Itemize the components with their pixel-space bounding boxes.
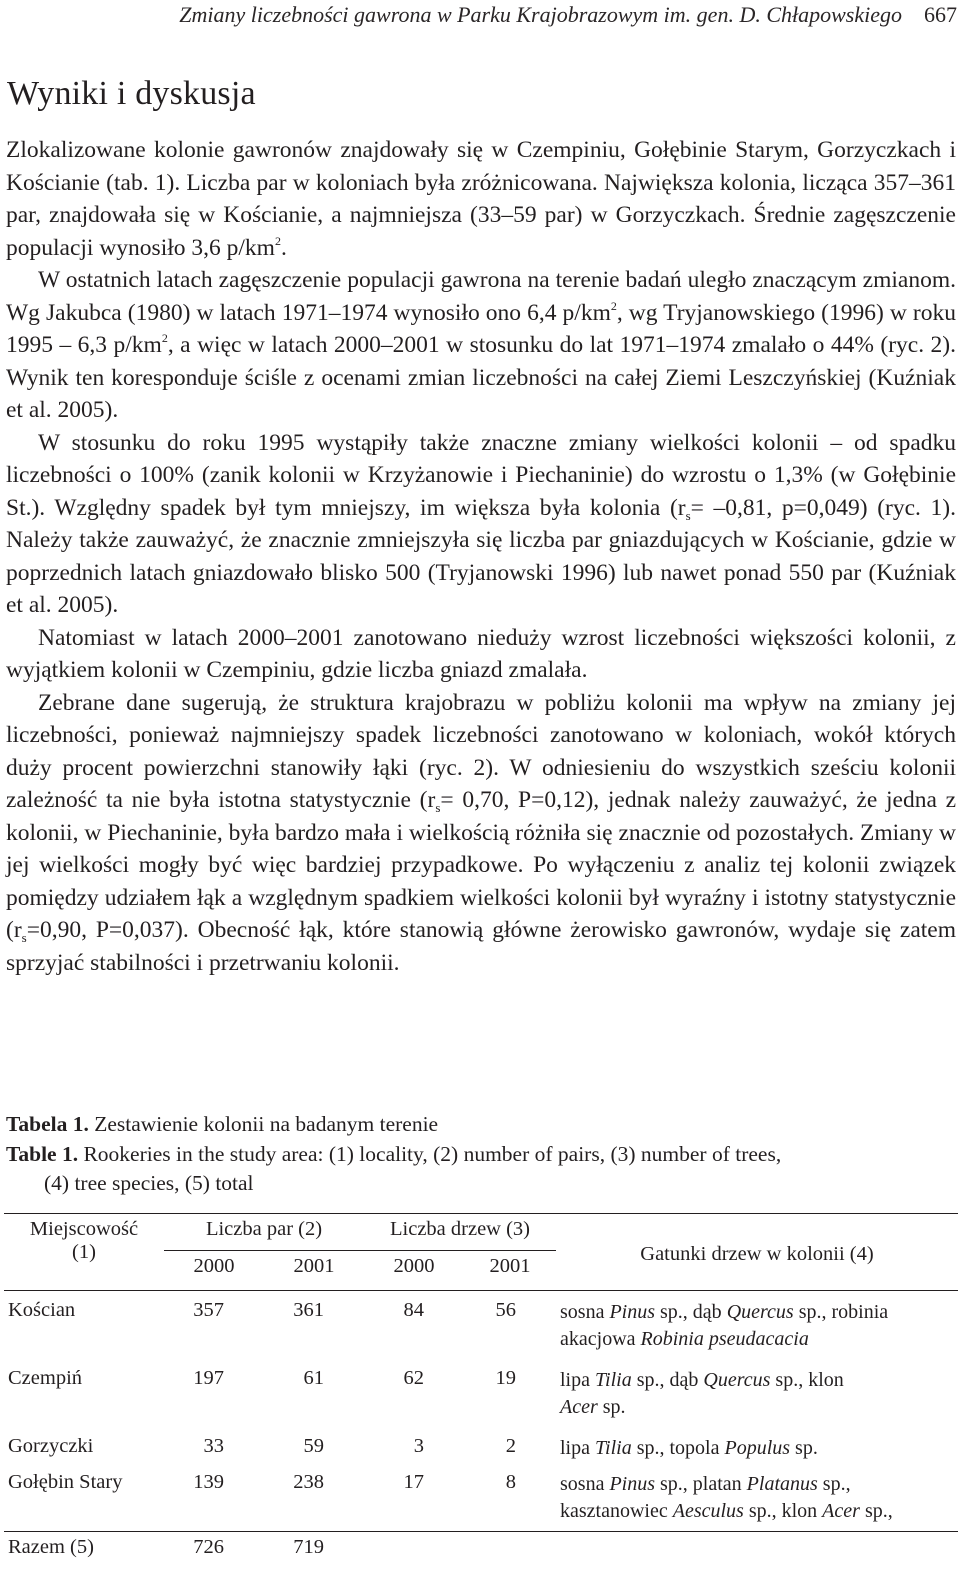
cell-empty: [464, 1532, 556, 1570]
caption-polish: [6, 1110, 956, 1140]
cell-empty: [556, 1532, 958, 1570]
species-text: sp., klon: [770, 1369, 843, 1391]
paragraph-5-text-a: Zebrane dane sugerują, że struktura krajobrazu w pobliżu kolonii ma wpływ na zmiany jej liczebności, ponieważ najmniejszy spadek liczebności zanotowano w koloniach, wokół których duży procent powierzchni stanowiły łąki (ryc. 2). W odniesieniu do wszystkich sześciu kolonii zależność ta nie była istotna statystycznie (r: [6, 690, 956, 814]
paragraph-2-text-b: , wg Tryjanowskiego (1996) w roku 1995 – 6,3 p/km: [6, 300, 956, 359]
cell-trees-2001: 19: [464, 1359, 556, 1427]
species-text: sp., dąb: [632, 1369, 704, 1391]
species-text: sp., robinia: [794, 1301, 888, 1323]
latin-name: Acer: [822, 1500, 860, 1522]
table-caption: [6, 1110, 956, 1199]
cell-pairs-2001: 59: [264, 1427, 364, 1463]
latin-name: Acer: [560, 1396, 598, 1418]
table-total-row: [4, 1532, 958, 1570]
latin-name: Tilia: [595, 1369, 632, 1391]
caption-text-pl: Zestawienie kolonii na badanym terenie: [89, 1112, 438, 1136]
cell-species: [556, 1427, 958, 1463]
species-text: kasztanowiec: [560, 1500, 673, 1522]
cell-total-pairs-2000: 726: [164, 1532, 264, 1570]
superscript: 2: [611, 299, 617, 313]
table-row: [4, 1291, 958, 1360]
latin-name: Quercus: [703, 1369, 770, 1391]
subscript: s: [22, 930, 27, 945]
cell-trees-2001: 56: [464, 1291, 556, 1360]
cell-trees-2000: 62: [364, 1359, 464, 1427]
paragraph-5-text-b: = 0,70, P=0,12), jednak należy zauważyć, że jedna z kolonii, w Piechaninie, była bardzo mała i wielkością różniła się znacznie od pozostałych. Zmiany w jej wielkości mogły być więc bardziej przypadkowe. Po wyłączeniu z analiz tej kolonii związek pomiędzy udziałem łąk a względnym spadkiem wielkości kolonii był wyraźny i istotny statystycznie (r: [6, 787, 956, 943]
latin-name: Platanus: [747, 1473, 818, 1495]
paragraph-1-end: .: [281, 235, 287, 261]
caption-english-cont: (4) tree species, (5) total: [6, 1169, 956, 1199]
cell-pairs-2001: 61: [264, 1359, 364, 1427]
caption-label-pl: Tabela 1.: [6, 1112, 89, 1136]
table-body: [4, 1291, 958, 1570]
cell-pairs-2001: 238: [264, 1463, 364, 1532]
cell-locality: Kościan: [4, 1291, 164, 1360]
species-text: lipa: [560, 1437, 595, 1459]
section-heading: Wyniki i dyskusja: [7, 75, 256, 113]
table-row: [4, 1359, 958, 1427]
species-text: akacjowa: [560, 1328, 641, 1350]
species-text: sp.: [598, 1396, 626, 1418]
subscript: s: [686, 508, 691, 523]
species-line: [560, 1435, 954, 1462]
species-line: [560, 1326, 954, 1353]
species-text: sosna: [560, 1301, 609, 1323]
paragraph-3-text-a: W stosunku do roku 1995 wystąpiły także znaczne zmiany wielkości kolonii – od spadku liczebności o 100% (zanik kolonii w Krzyżanowie i Piechaninie) do wzrostu o 1,3% (w Gołębinie St.). Względny spadek był tym mniejszy, im większa była kolonia (r: [6, 430, 956, 521]
header-locality: [4, 1214, 164, 1291]
table-row: [4, 1427, 958, 1463]
header-trees: Liczba drzew (3): [364, 1214, 556, 1251]
species-text: lipa: [560, 1369, 595, 1391]
species-line: [560, 1299, 954, 1326]
header-pairs: Liczba par (2): [164, 1214, 364, 1251]
paragraph-3-text-b: = –0,81, p=0,049) (ryc. 1). Należy także zauważyć, że znacznie zmniejszyła się liczba par gniazdujących w Kościanie, gdzie w poprzednich latach gniazdowało blisko 500 (Tryjanowski 1996) lub nawet ponad 550 par (Kuźniak et al. 2005).: [6, 495, 956, 619]
latin-name: Populus: [724, 1437, 790, 1459]
latin-name: Pinus: [609, 1473, 655, 1495]
latin-name: Robinia pseudacacia: [641, 1328, 809, 1350]
cell-pairs-2000: 197: [164, 1359, 264, 1427]
paragraph-1-text: Zlokalizowane kolonie gawronów znajdowały się w Czempiniu, Gołębinie Starym, Gorzyczkach i Kościanie (tab. 1). Liczba par w koloniach była zróżnicowana. Największa kolonia, licząca 357–361 par, znajdowała się w Kościanie, a najmniejsza (33–59 par) w Gorzyczkach. Średnie zagęszczenie populacji wynosiło 3,6 p/km: [6, 137, 956, 261]
cell-pairs-2001: 361: [264, 1291, 364, 1360]
paragraph-2-text-a: W ostatnich latach zagęszczenie populacji gawrona na terenie badań uległo znaczącym zmianom. Wg Jakubca (1980) w latach 1971–1974 wynosiło ono 6,4 p/km: [6, 267, 956, 326]
latin-name: Quercus: [727, 1301, 794, 1323]
paragraph-4: [6, 622, 956, 687]
paragraph-4-text: Natomiast w latach 2000–2001 zanotowano nieduży wzrost liczebności większości kolonii, z wyjątkiem kolonii w Czempiniu, gdzie liczba gniazd zmalała.: [6, 625, 956, 684]
species-line: [560, 1498, 954, 1525]
cell-trees-2001: 8: [464, 1463, 556, 1532]
cell-pairs-2000: 139: [164, 1463, 264, 1532]
caption-label-en: Table 1.: [6, 1142, 78, 1166]
paragraph-2: [6, 264, 956, 427]
table-row: [4, 1463, 958, 1532]
cell-total-label: Razem (5): [4, 1532, 164, 1570]
species-text: sp.,: [860, 1500, 893, 1522]
caption-text-en: Rookeries in the study area: (1) locality, (2) number of pairs, (3) number of trees,: [78, 1142, 781, 1166]
species-line: [560, 1394, 954, 1421]
cell-trees-2000: 17: [364, 1463, 464, 1532]
species-text: sosna: [560, 1473, 609, 1495]
header-year: 2000: [164, 1251, 264, 1291]
body-text: [6, 134, 956, 979]
cell-pairs-2000: 357: [164, 1291, 264, 1360]
header-species: Gatunki drzew w kolonii (4): [556, 1214, 958, 1291]
paragraph-3: [6, 427, 956, 622]
cell-empty: [364, 1532, 464, 1570]
header-year: 2000: [364, 1251, 464, 1291]
superscript: 2: [162, 331, 168, 345]
subscript: s: [435, 800, 440, 815]
paragraph-2-text-c: , a więc w latach 2000–2001 w stosunku do lat 1971–1974 zmalało o 44% (ryc. 2). Wynik ten koresponduje ściśle z ocenami zmian liczebności na całej Ziemi Leszczyńskiej (Kuźniak et al. 2005).: [6, 332, 956, 423]
cell-trees-2001: 2: [464, 1427, 556, 1463]
cell-species: [556, 1359, 958, 1427]
paragraph-5: [6, 687, 956, 980]
species-line: [560, 1367, 954, 1394]
cell-species: [556, 1291, 958, 1360]
species-text: sp.,: [818, 1473, 851, 1495]
header-locality-num: (1): [8, 1241, 160, 1264]
latin-name: Pinus: [609, 1301, 655, 1323]
cell-species: [556, 1463, 958, 1532]
latin-name: Tilia: [595, 1437, 632, 1459]
species-text: sp., platan: [655, 1473, 747, 1495]
cell-locality: Gołębin Stary: [4, 1463, 164, 1532]
species-text: sp.: [790, 1437, 818, 1459]
cell-locality: Czempiń: [4, 1359, 164, 1427]
paragraph-5-text-c: =0,90, P=0,037). Obecność łąk, które stanowią główne żerowisko gawronów, wydaje się zatem sprzyjać stabilności i przetrwaniu kolonii.: [6, 917, 956, 976]
species-line: [560, 1471, 954, 1498]
paragraph-1: [6, 134, 956, 264]
species-text: sp., klon: [744, 1500, 822, 1522]
page-number: 667: [924, 2, 957, 28]
species-text: sp., dąb: [655, 1301, 727, 1323]
running-header: [0, 0, 957, 30]
header-year: 2001: [264, 1251, 364, 1291]
cell-trees-2000: 3: [364, 1427, 464, 1463]
cell-locality: Gorzyczki: [4, 1427, 164, 1463]
cell-pairs-2000: 33: [164, 1427, 264, 1463]
header-year: 2001: [464, 1251, 556, 1291]
species-text: sp., topola: [632, 1437, 725, 1459]
cell-total-pairs-2001: 719: [264, 1532, 364, 1570]
caption-english: [6, 1140, 956, 1170]
running-title: Zmiany liczebności gawrona w Parku Krajobrazowym im. gen. D. Chłapowskiego: [179, 2, 902, 28]
header-locality-label: Miejscowość: [8, 1218, 160, 1241]
cell-trees-2000: 84: [364, 1291, 464, 1360]
latin-name: Aesculus: [673, 1500, 744, 1522]
rookeries-table: [4, 1213, 958, 1570]
superscript: 2: [275, 234, 281, 248]
